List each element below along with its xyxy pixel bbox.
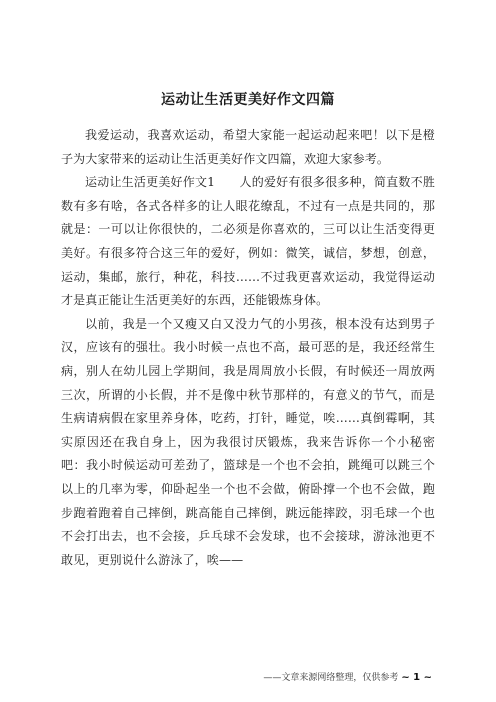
- page-title: 运动让生活更美好作文四篇: [161, 92, 335, 108]
- page-number: ~ 1 ~: [401, 672, 432, 683]
- paragraph-intro: 我爱运动，我喜欢运动，希望大家能一起运动起来吧！以下是橙子为大家带来的运动让生活更美好作文四篇，欢迎大家参考。: [61, 128, 435, 166]
- paragraph-story: 以前，我是一个又瘦又白又没力气的小男孩，根本没有达到男子汉，应该有的强壮。我小时候一点也不高，最可恶的是，我还经常生病，别人在幼儿园上学期间，我是周周放小长假，有时候还一周放两三次，所谓的小长假，并不是像中秋节那样的，有意义的节气，而是生病请病假在家里养身体，吃药，打针，睡觉，唉……真倒霉啊，其实原因还在我自身上，因为我很讨厌锻炼，我来告诉你一个小秘密吧：我小时候运动可差劲了，篮球是一个也不会拍，跳绳可以跳三个以上的几率为零，仰卧起坐一个也不会做，俯卧撑一个也不会做，跑步跑着跑着自己摔倒，跳高能自己摔倒，跳远能摔跤，羽毛球一个也不会打出去，也不会接，乒乓球不会发球，也不会接球，游泳池更不敢见，更别说什么游泳了，唉——: [61, 316, 435, 567]
- source-note: ——文章来源网络整理，仅供参考: [263, 673, 399, 683]
- page-footer: [263, 670, 432, 683]
- article-body: [61, 124, 435, 572]
- paragraph-essay-1: 运动让生活更美好作文1 人的爱好有很多很多种，简直数不胜数有多有啥，各式各样多的让人眼花缭乱，不过有一点是共同的，那就是：一可以让你很快的，二必须是你喜欢的，三可以让生活变得更美好。有很多符合这三年的爱好，例如：微笑，诚信，梦想，创意，运动，集邮，旅行，种花，科技……不过我更喜欢运动，我觉得运动才是真正能让生活更美好的东西，还能锻炼身体。: [61, 175, 435, 308]
